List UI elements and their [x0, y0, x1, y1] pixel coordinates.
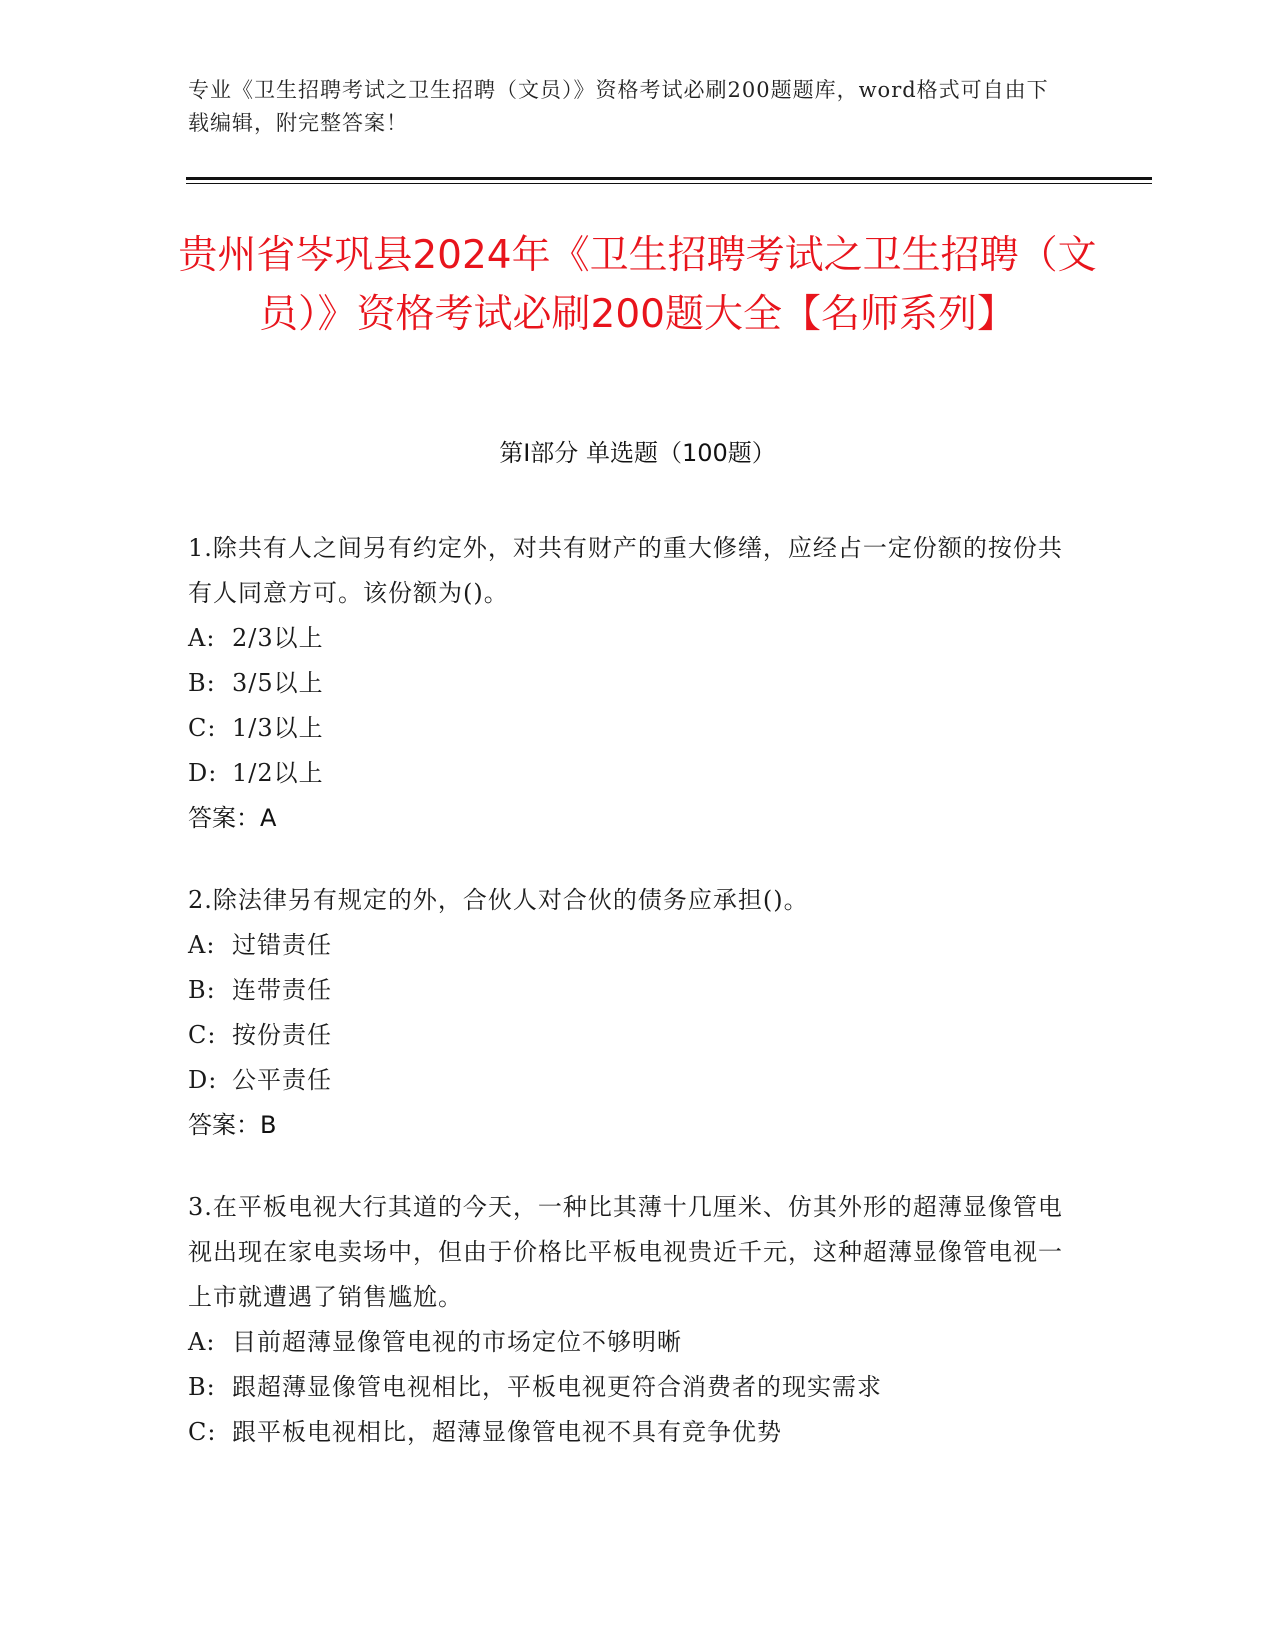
option-c	[188, 1410, 1068, 1455]
option-text: 跟超薄显像管电视相比，平板电视更符合消费者的现实需求	[232, 1373, 882, 1401]
option-letter: B:	[188, 1373, 216, 1401]
option-text: 2/3以上	[232, 624, 324, 652]
option-letter: D:	[188, 759, 218, 787]
question-1	[188, 526, 1068, 841]
answer-line: 答案：A	[188, 804, 277, 832]
option-letter: C:	[188, 714, 217, 742]
option-text: 公平责任	[232, 1066, 332, 1094]
header-rule-thick	[186, 177, 1152, 180]
option-text: 1/2以上	[232, 759, 324, 787]
option-b	[188, 1365, 1068, 1410]
header-rule-thin	[186, 183, 1152, 184]
option-b	[188, 661, 1068, 706]
question-3	[188, 1185, 1068, 1455]
option-b	[188, 968, 1068, 1013]
document-title: 贵州省岑巩县2024年《卫生招聘考试之卫生招聘（文员）》资格考试必刷200题大全【名师系列】	[178, 233, 1097, 337]
option-letter: C:	[188, 1418, 217, 1446]
option-text: 1/3以上	[232, 714, 324, 742]
option-letter: D:	[188, 1066, 218, 1094]
question-stem: 3.在平板电视大行其道的今天，一种比其薄十几厘米、仿其外形的超薄显像管电视出现在家电卖场中，但由于价格比平板电视贵近千元，这种超薄显像管电视一上市就遭遇了销售尴尬。	[188, 1193, 1063, 1311]
option-letter: C:	[188, 1021, 217, 1049]
question-stem: 1.除共有人之间另有约定外，对共有财产的重大修缮，应经占一定份额的按份共有人同意方可。该份额为()。	[188, 534, 1063, 607]
option-text: 过错责任	[232, 931, 332, 959]
section-heading: 第Ⅰ部分 单选题（100题）	[499, 439, 776, 467]
option-letter: A:	[188, 931, 216, 959]
option-letter: A:	[188, 624, 216, 652]
option-c	[188, 1013, 1068, 1058]
header-note: 专业《卫生招聘考试之卫生招聘（文员）》资格考试必刷200题题库，word格式可自由下载编辑，附完整答案！	[188, 78, 1049, 135]
question-list	[188, 526, 1068, 1492]
option-text: 跟平板电视相比，超薄显像管电视不具有竞争优势	[232, 1418, 782, 1446]
option-a	[188, 616, 1068, 661]
question-2	[188, 878, 1068, 1148]
option-text: 按份责任	[232, 1021, 332, 1049]
option-text: 目前超薄显像管电视的市场定位不够明晰	[232, 1328, 682, 1356]
option-letter: A:	[188, 1328, 216, 1356]
option-a	[188, 1320, 1068, 1365]
option-letter: B:	[188, 669, 216, 697]
answer-line: 答案：B	[188, 1111, 277, 1139]
option-d	[188, 751, 1068, 796]
option-text: 连带责任	[232, 976, 332, 1004]
option-c	[188, 706, 1068, 751]
question-stem: 2.除法律另有规定的外，合伙人对合伙的债务应承担()。	[188, 886, 809, 914]
option-a	[188, 923, 1068, 968]
option-text: 3/5以上	[232, 669, 324, 697]
option-d	[188, 1058, 1068, 1103]
option-letter: B:	[188, 976, 216, 1004]
